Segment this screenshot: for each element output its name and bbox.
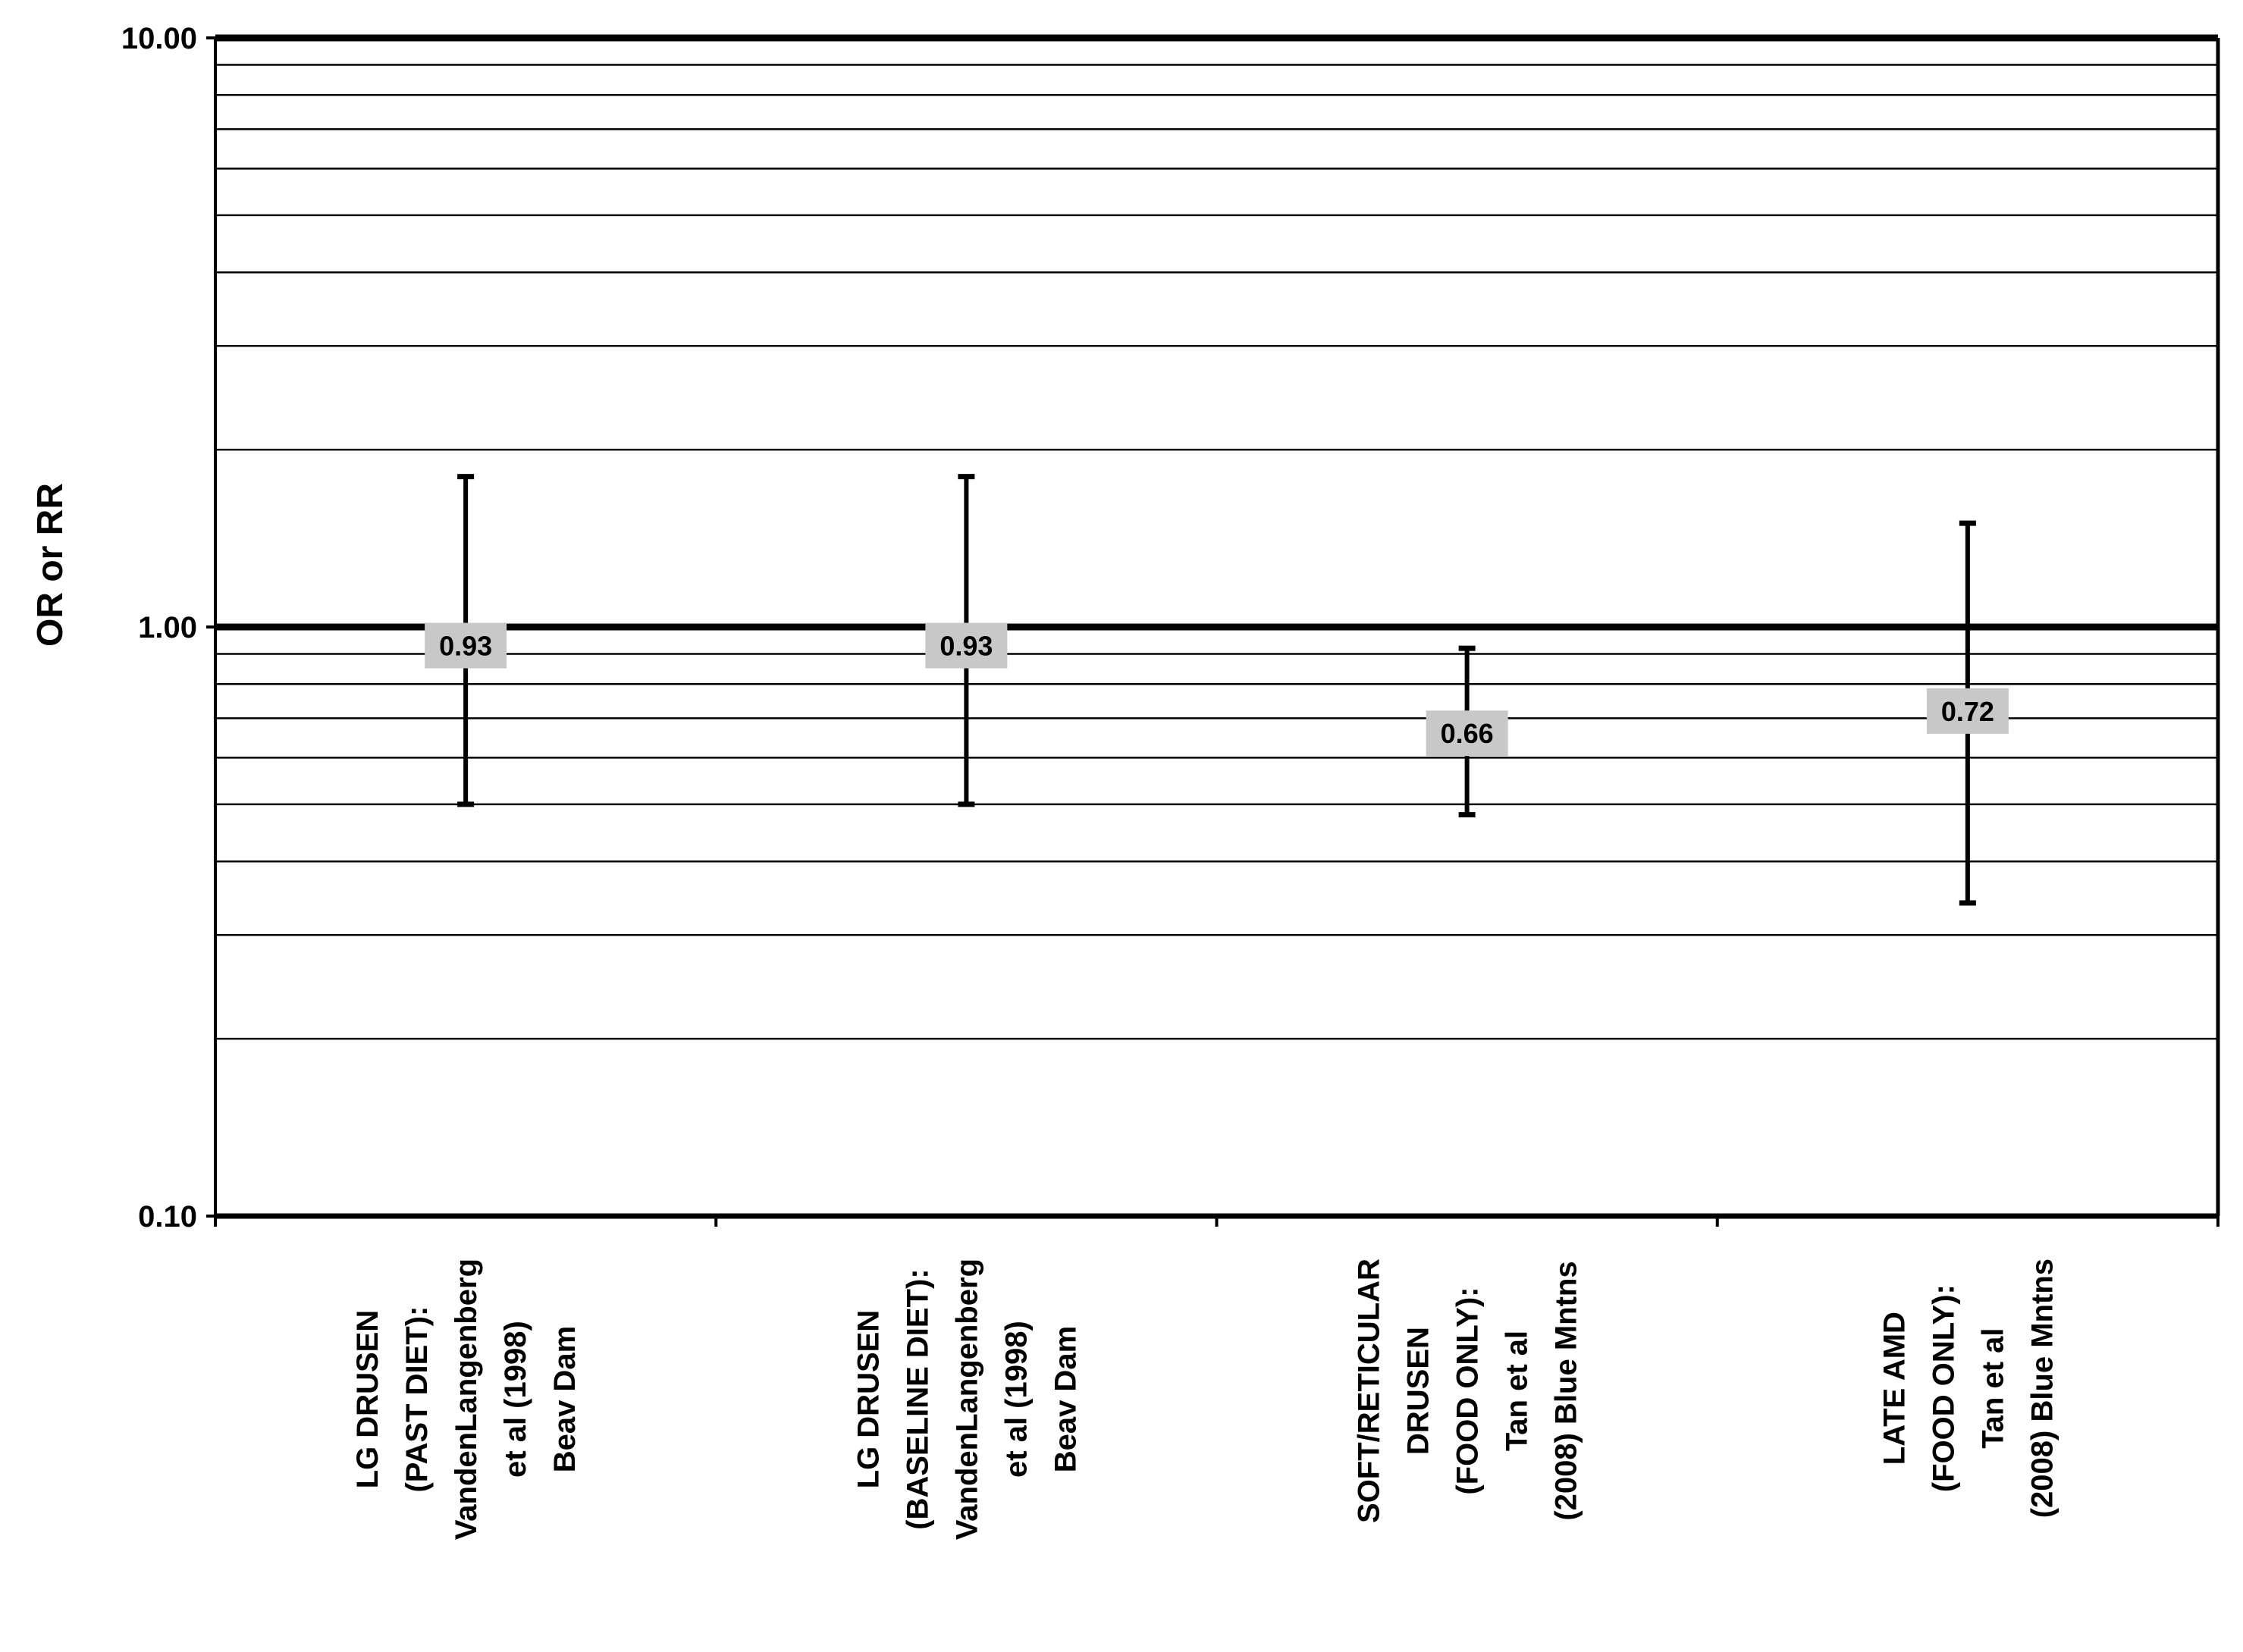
y-tick-label: 0.10 — [138, 1200, 197, 1234]
x-category-line: (BASELINE DIET): — [901, 1268, 935, 1530]
x-category-line: et al (1998) — [999, 1321, 1034, 1478]
x-category-line: LATE AMD — [1878, 1312, 1912, 1465]
x-category-line: Tan et al — [1976, 1328, 2010, 1449]
y-axis-label: OR or RR — [30, 483, 71, 647]
x-category-line: (2008) Blue Mntns — [2025, 1259, 2059, 1519]
x-category-line: (FOOD ONLY): — [1927, 1284, 1961, 1493]
x-category-line: (2008) Blue Mntns — [1549, 1261, 1583, 1521]
x-category-line: (PAST DIET): — [400, 1306, 434, 1493]
x-category-line: LG DRUSEN — [852, 1309, 886, 1489]
x-category-line: Beav Dam — [548, 1325, 582, 1473]
y-tick-label: 10.00 — [121, 22, 197, 55]
y-tick-label: 1.00 — [138, 611, 197, 644]
x-category-line: LG DRUSEN — [351, 1309, 385, 1489]
data-label: 0.72 — [1940, 695, 1994, 727]
x-category-line: VandenLangenberg — [950, 1259, 984, 1541]
data-label: 0.66 — [1440, 718, 1494, 750]
x-category-line: DRUSEN — [1401, 1327, 1435, 1455]
data-label: 0.93 — [940, 630, 993, 662]
x-category-line: et al (1998) — [499, 1321, 533, 1478]
data-label: 0.93 — [439, 630, 493, 662]
x-category-line: (FOOD ONLY): — [1451, 1287, 1485, 1495]
x-category-line: VandenLangenberg — [450, 1259, 484, 1541]
x-category-line: SOFT/RETICULAR — [1352, 1259, 1386, 1523]
x-category-line: Beav Dam — [1049, 1325, 1083, 1473]
x-category-line: Tan et al — [1500, 1330, 1534, 1452]
